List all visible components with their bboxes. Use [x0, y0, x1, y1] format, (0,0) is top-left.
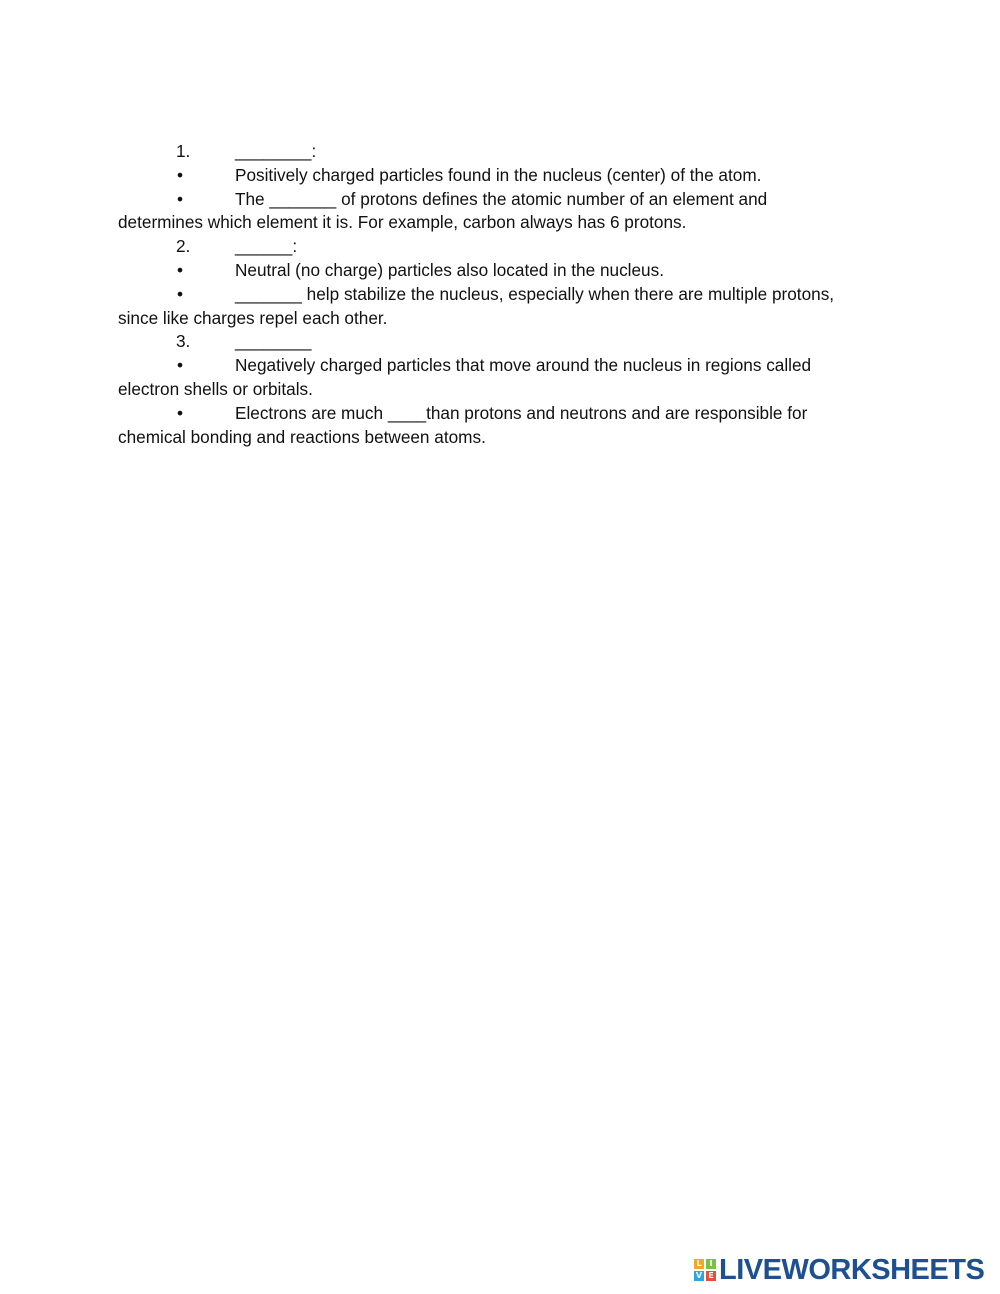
- bullet-line: [118, 188, 878, 212]
- bullet-marker: •: [177, 164, 184, 185]
- bullet-line: [118, 354, 878, 378]
- bullet-marker: •: [177, 259, 184, 280]
- logo-square: I: [706, 1259, 716, 1269]
- bullet-text: Neutral (no charge) particles also located in the nucleus.: [235, 259, 664, 280]
- item-number: 2.: [176, 236, 191, 257]
- bullet-line: [118, 164, 878, 188]
- logo-text: LIVEWORKSHEETS: [719, 1254, 985, 1286]
- logo-square: E: [706, 1271, 716, 1281]
- item-heading-electrons: [118, 330, 878, 354]
- fill-in-blank-electrons[interactable]: ________: [235, 331, 312, 352]
- bullet-text-with-blank[interactable]: _______ help stabilize the nucleus, especially when there are multiple protons,: [235, 283, 835, 304]
- continuation-text: electron shells or orbitals.: [118, 378, 313, 399]
- item-heading-protons: [118, 140, 878, 164]
- continuation-line: [118, 378, 878, 402]
- continuation-line: [118, 307, 878, 331]
- logo-squares-icon: [694, 1259, 716, 1281]
- bullet-marker: •: [177, 283, 184, 304]
- fill-in-blank-protons[interactable]: ________:: [235, 141, 317, 161]
- bullet-text: Negatively charged particles that move around the nucleus in regions called: [235, 355, 812, 376]
- item-number: 1.: [176, 141, 191, 161]
- fill-in-blank-neutrons[interactable]: ______:: [235, 236, 298, 257]
- bullet-marker: •: [177, 188, 184, 209]
- liveworksheets-logo: [694, 1256, 984, 1284]
- bullet-text-with-blank[interactable]: Electrons are much ____than protons and neutrons and are responsible for: [235, 402, 808, 423]
- bullet-line: [118, 283, 878, 307]
- continuation-text: chemical bonding and reactions between atoms.: [118, 426, 486, 447]
- bullet-line: [118, 402, 878, 426]
- continuation-line: [118, 211, 878, 235]
- logo-square: V: [695, 1271, 703, 1280]
- continuation-line: [118, 426, 878, 450]
- continuation-text: since like charges repel each other.: [118, 307, 388, 328]
- bullet-text-with-blank[interactable]: The _______ of protons defines the atomic number of an element and: [235, 188, 768, 209]
- worksheet-body: [118, 140, 878, 449]
- continuation-text: determines which element it is. For example, carbon always has 6 protons.: [118, 212, 687, 233]
- bullet-marker: •: [177, 402, 184, 423]
- bullet-line: [118, 259, 878, 283]
- item-number: 3.: [176, 331, 191, 352]
- logo-square: L: [694, 1259, 704, 1269]
- item-heading-neutrons: [118, 235, 878, 259]
- bullet-text: Positively charged particles found in the nucleus (center) of the atom.: [235, 164, 762, 185]
- bullet-marker: •: [177, 355, 184, 376]
